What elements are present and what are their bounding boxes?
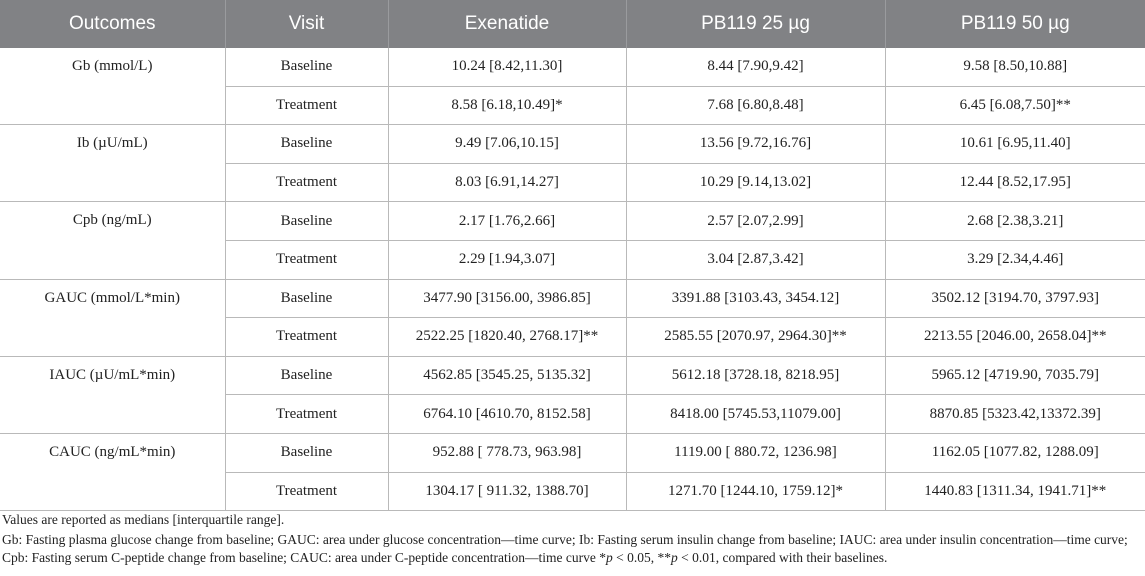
visit-cell: Treatment [225,163,388,202]
visit-cell: Baseline [225,279,388,318]
value-cell-exenatide: 2.29 [1.94,3.07] [388,240,626,279]
value-cell-pb119-25: 8418.00 [5745.53,11079.00] [626,395,885,434]
value-cell-exenatide: 952.88 [ 778.73, 963.98] [388,433,626,472]
value-cell-pb119-25: 5612.18 [3728.18, 8218.95] [626,356,885,395]
value-cell-pb119-50: 2213.55 [2046.00, 2658.04]** [885,318,1145,357]
visit-cell: Treatment [225,86,388,125]
value-cell-pb119-25: 2585.55 [2070.97, 2964.30]** [626,318,885,357]
value-cell-exenatide: 10.24 [8.42,11.30] [388,48,626,86]
value-cell-pb119-25: 13.56 [9.72,16.76] [626,125,885,164]
value-cell-pb119-25: 8.44 [7.90,9.42] [626,48,885,86]
visit-cell: Baseline [225,48,388,86]
value-cell-pb119-50: 8870.85 [5323.42,13372.39] [885,395,1145,434]
header-outcomes: Outcomes [0,0,225,48]
header-visit: Visit [225,0,388,48]
table-row [0,202,1145,241]
footnote-threshold: < 0.01, compared with their baselines. [677,550,888,565]
value-cell-pb119-50: 6.45 [6.08,7.50]** [885,86,1145,125]
header-row [0,0,1145,48]
value-cell-pb119-50: 3502.12 [3194.70, 3797.93] [885,279,1145,318]
visit-cell: Baseline [225,356,388,395]
header-pb119-25: PB119 25 µg [626,0,885,48]
value-cell-exenatide: 6764.10 [4610.70, 8152.58] [388,395,626,434]
value-cell-pb119-50: 1440.83 [1311.34, 1941.71]** [885,472,1145,511]
value-cell-pb119-25: 7.68 [6.80,8.48] [626,86,885,125]
value-cell-pb119-50: 12.44 [8.52,17.95] [885,163,1145,202]
header-exenatide: Exenatide [388,0,626,48]
value-cell-pb119-25: 1271.70 [1244.10, 1759.12]* [626,472,885,511]
value-cell-exenatide: 4562.85 [3545.25, 5135.32] [388,356,626,395]
visit-cell: Treatment [225,318,388,357]
visit-cell: Treatment [225,240,388,279]
value-cell-pb119-50: 1162.05 [1077.82, 1288.09] [885,433,1145,472]
footnote-abbreviations [2,531,1142,567]
table-row [0,356,1145,395]
value-cell-exenatide: 3477.90 [3156.00, 3986.85] [388,279,626,318]
value-cell-pb119-50: 10.61 [6.95,11.40] [885,125,1145,164]
outcome-cell: Gb (mmol/L) [0,48,225,125]
table-body [0,48,1145,511]
table-row [0,279,1145,318]
footnote-threshold: < 0.05, ** [612,550,671,565]
table-footnotes [2,511,1142,567]
value-cell-exenatide: 8.58 [6.18,10.49]* [388,86,626,125]
value-cell-exenatide: 2.17 [1.76,2.66] [388,202,626,241]
visit-cell: Baseline [225,202,388,241]
value-cell-pb119-50: 2.68 [2.38,3.21] [885,202,1145,241]
table-row [0,125,1145,164]
outcome-cell: CAUC (ng/mL*min) [0,433,225,510]
footnote-legend-text: Gb: Fasting plasma glucose change from baseline; GAUC: area under glucose concentration—time curve; Ib: Fasting serum insulin change from baseline; IAUC: area under insulin concentration—time curve; Cpb: Fasting serum C-peptide change from baseline; CAUC: area under C-peptide concentration—time curve * [2,532,1128,565]
visit-cell: Baseline [225,433,388,472]
outcome-cell: IAUC (µU/mL*min) [0,356,225,433]
outcome-cell: GAUC (mmol/L*min) [0,279,225,356]
outcome-cell: Cpb (ng/mL) [0,202,225,279]
value-cell-pb119-25: 2.57 [2.07,2.99] [626,202,885,241]
value-cell-pb119-25: 1119.00 [ 880.72, 1236.98] [626,433,885,472]
table-row [0,48,1145,86]
value-cell-pb119-25: 3.04 [2.87,3.42] [626,240,885,279]
footnote-p-symbol: p [605,550,613,565]
value-cell-exenatide: 8.03 [6.91,14.27] [388,163,626,202]
value-cell-pb119-50: 9.58 [8.50,10.88] [885,48,1145,86]
value-cell-exenatide: 1304.17 [ 911.32, 1388.70] [388,472,626,511]
header-pb119-50: PB119 50 µg [885,0,1145,48]
table-row [0,433,1145,472]
visit-cell: Baseline [225,125,388,164]
footnote-p-symbol: p [670,550,678,565]
value-cell-pb119-25: 3391.88 [3103.43, 3454.12] [626,279,885,318]
outcome-cell: Ib (µU/mL) [0,125,225,202]
value-cell-pb119-50: 5965.12 [4719.90, 7035.79] [885,356,1145,395]
footnote-summary: Values are reported as medians [interquartile range]. [2,512,285,527]
table-header [0,0,1145,48]
visit-cell: Treatment [225,472,388,511]
value-cell-exenatide: 2522.25 [1820.40, 2768.17]** [388,318,626,357]
value-cell-pb119-50: 3.29 [2.34,4.46] [885,240,1145,279]
value-cell-exenatide: 9.49 [7.06,10.15] [388,125,626,164]
value-cell-pb119-25: 10.29 [9.14,13.02] [626,163,885,202]
visit-cell: Treatment [225,395,388,434]
